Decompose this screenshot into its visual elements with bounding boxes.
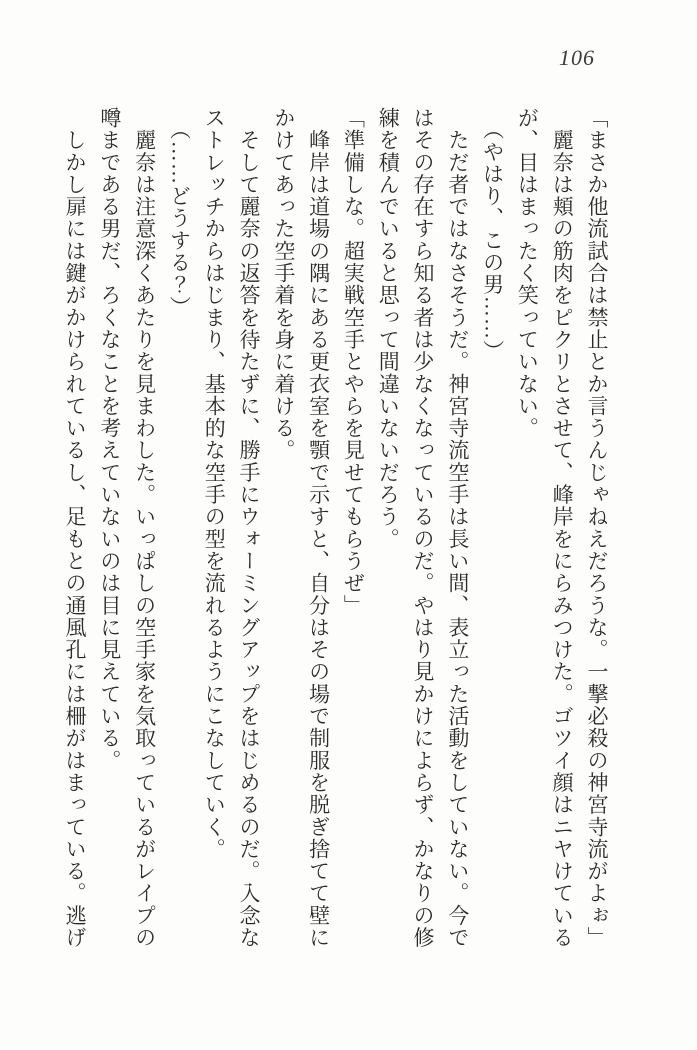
text-column: 麗奈は頬の筋肉をピクリとさせて、峰岸をにらみつけた。ゴツイ顔はニヤけている: [550, 107, 575, 949]
text-column: 麗奈は注意深くあたりを見まわした。いっぱしの空手家を気取っているがレイプの: [132, 107, 157, 949]
text-column: が、目はまったく笑っていない。: [515, 107, 540, 440]
text-column: しかし扉には鍵がかけられているし、足もとの通風孔には柵がはまっている。逃げ: [63, 107, 88, 949]
text-column: 「準備しな。超実戦空手とやらを見せてもらうぜ」: [341, 107, 366, 617]
text-column: ストレッチからはじまり、基本的な空手の型を流れるようにこなしていく。: [202, 107, 227, 861]
text-column: 峰岸は道場の隅にある更衣室を顎で示すと、自分はその場で制服を脱ぎ捨てて壁に: [306, 107, 331, 949]
text-column: ただ者ではなさそうだ。神宮寺流空手は長い間、表立った活動をしていない。今で: [445, 107, 470, 949]
text-column: そして麗奈の返答を待たずに、勝手にウォーミングアップをはじめるのだ。入念な: [237, 107, 262, 949]
text-block: [57, 107, 614, 953]
text-column: はその存在すら知る者は少なくなっているのだ。やはり見かけによらず、かなりの修: [411, 107, 436, 949]
text-column: 噂まである男だ、ろくなことを考えていないのは目に見えている。: [97, 107, 122, 772]
page-number: 106: [559, 45, 595, 70]
text-column: かけてあった空手着を身に着ける。: [271, 107, 296, 462]
text-column: 「まさか他流試合は禁止とか言うんじゃねえだろうな。一撃必殺の神宮寺流がよぉ」: [585, 107, 609, 949]
text-column: （……どうする？）: [167, 107, 192, 318]
text-column: 練を積んでいると思って間違いないだろう。: [376, 107, 401, 550]
text-column: （やはり、この男……）: [480, 107, 505, 363]
